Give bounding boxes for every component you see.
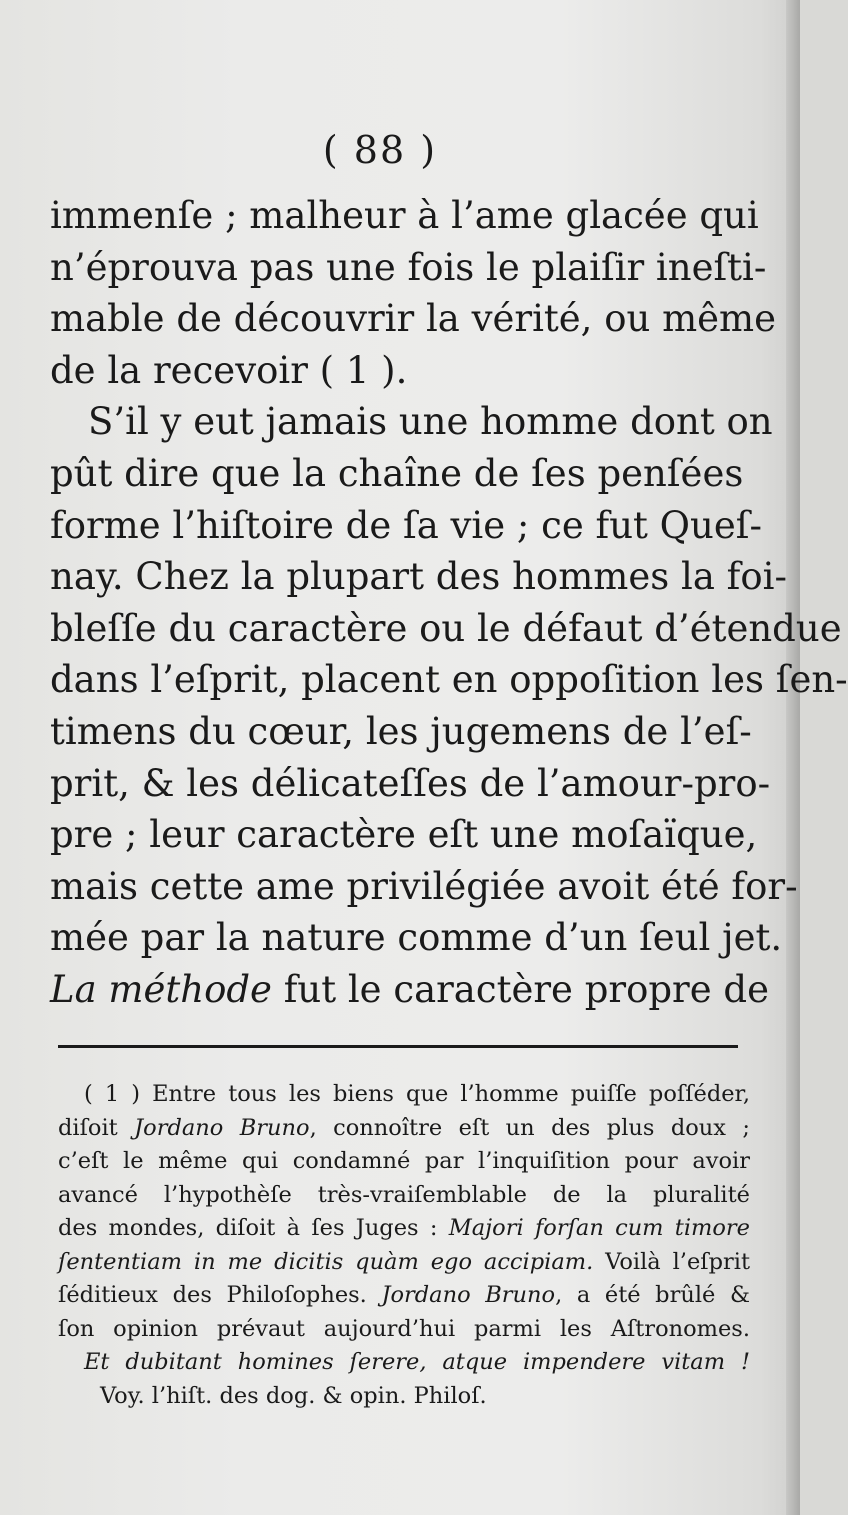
footnote-line: Et dubitant homines ſerere, atque impendere vitam ! — [84, 1349, 750, 1375]
main-text — [50, 190, 848, 1016]
text-line: pût dire que la chaîne de ſes penſées — [50, 451, 744, 495]
footnote-line: des mondes, diſoit à ſes Juges : Majori forſan cum timore — [58, 1215, 750, 1241]
text-line: La méthode fut le caractère propre de — [50, 967, 769, 1011]
footnote-line: Voy. l’hiſt. des dog. & opin. Philoſ. — [100, 1382, 487, 1409]
text-line: bleſſe du caractère ou le défaut d’étendue — [50, 606, 842, 650]
footnote-line: diſoit Jordano Bruno, connoître eſt un des plus doux ; — [58, 1114, 750, 1141]
footnote-line: ſéditieux des Philoſophes. Jordano Bruno, a été brûlé & — [58, 1282, 750, 1308]
footnote-line: avancé l’hypothèſe très-vraiſemblable de la pluralité — [58, 1181, 750, 1208]
text-line: dans l’eſprit, placent en oppoſition les ſen- — [50, 658, 848, 702]
footnote-rule — [58, 1045, 738, 1048]
text-line: mée par la nature comme d’un ſeul jet. — [50, 916, 783, 960]
text-line: prit, & les délicateſſes de l’amour-pro- — [50, 761, 771, 805]
footnote-line: ſon opinion prévaut aujourd’hui parmi les Aſtronomes. — [58, 1315, 750, 1342]
text-line: forme l’hiſtoire de ſa vie ; ce fut Queſ- — [50, 503, 762, 547]
text-line: timens du cœur, les jugemens de l’eſ- — [50, 709, 752, 753]
text-line: S’il y eut jamais une homme dont on — [88, 400, 773, 444]
text-line: immenſe ; malheur à l’ame glacée qui — [50, 194, 759, 237]
text-line: de la recevoir ( 1 ). — [50, 348, 408, 392]
text-line: nay. Chez la plupart des hommes la foi- — [50, 555, 787, 599]
text-line: n’éprouva pas une fois le plaiſir ineſti- — [50, 245, 767, 289]
text-line: mable de découvrir la vérité, ou même — [50, 297, 777, 341]
footnote-line: ( 1 ) Entre tous les biens que l’homme puiſſe poſſéder, — [84, 1081, 750, 1107]
footnote — [58, 1078, 750, 1413]
page-number: ( 88 ) — [322, 128, 438, 172]
page-edge-shadow — [786, 0, 800, 1515]
footnote-line: ſententiam in me dicitis quàm ego accipiam. Voilà l’eſprit — [58, 1248, 750, 1275]
footnote-line: c’eſt le même qui condamné par l’inquiſition pour avoir — [58, 1148, 750, 1174]
text-line: pre ; leur caractère eſt une moſaïque, — [50, 813, 758, 857]
text-line: mais cette ame privilégiée avoit été for- — [50, 864, 798, 908]
